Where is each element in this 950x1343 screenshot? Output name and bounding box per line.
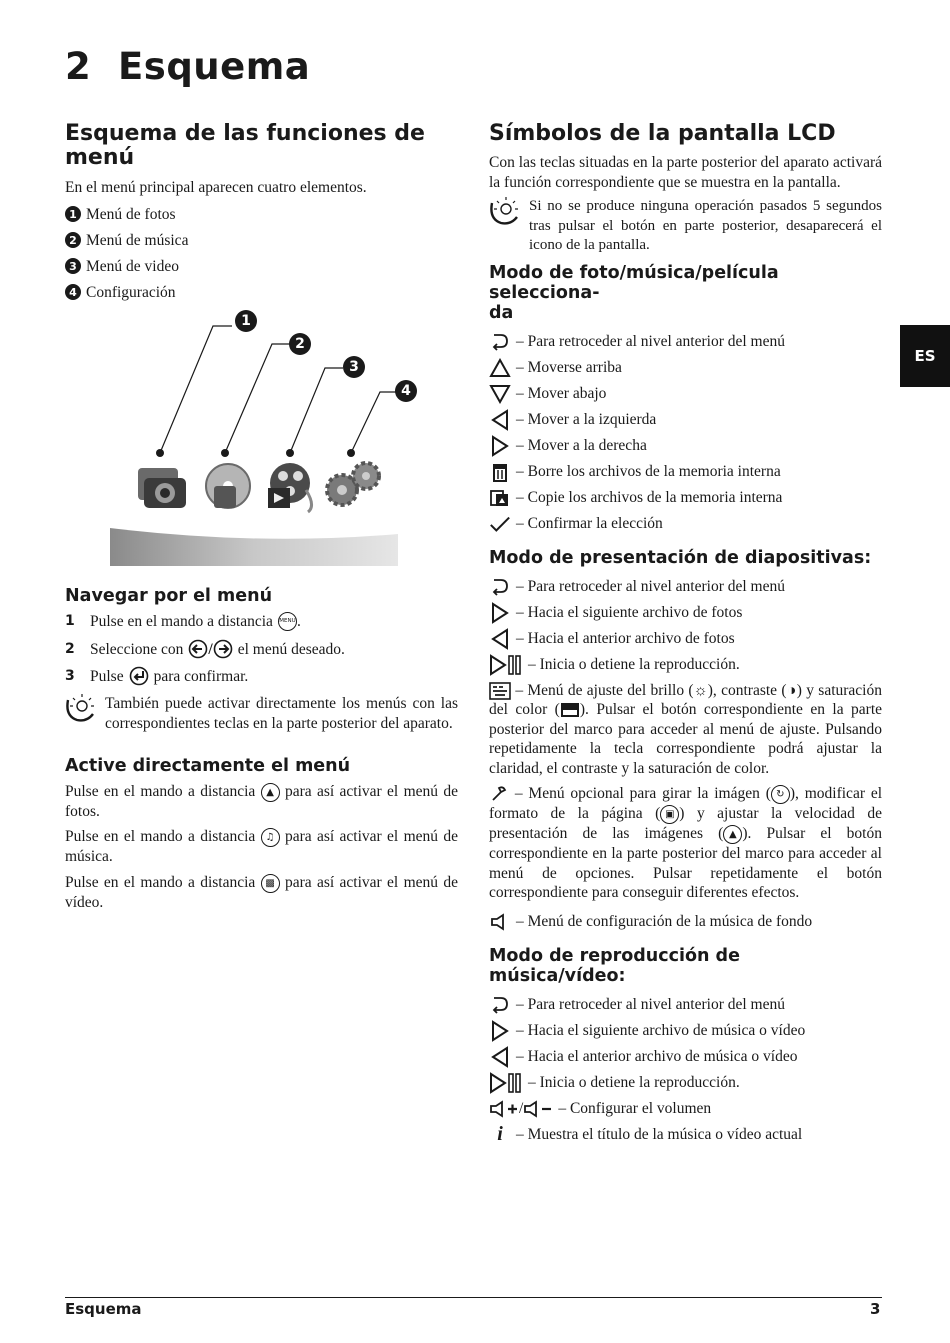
list-item: – Borre los archivos de la memoria interna [489,459,882,485]
mode-photo-title: Modo de foto/música/película selecciona- da [489,262,779,323]
callout-1: 1 [235,310,257,332]
list-item: / – Configurar el volumen [489,1096,882,1122]
menu-intro: En el menú principal aparecen cuatro elementos. [65,179,367,196]
mode-slideshow-title: Modo de presentación de diapositivas: [489,547,872,568]
left-triangle-icon [491,409,509,431]
main-menu-illustration [110,308,410,568]
list-item: – Hacia el anterior archivo de música o vídeo [489,1044,882,1070]
list-item: – Hacia el siguiente archivo de fotos [489,600,882,626]
music-key-icon: ♫ [261,828,280,847]
right-column [489,122,882,1148]
direct-section [65,756,458,912]
callout-4: 4 [395,380,417,402]
list-item: 1 Menú de fotos [65,205,458,224]
list-item: 3 Menú de video [65,257,458,276]
left-right-keys-icon: / [188,639,232,659]
right-triangle-icon [491,602,509,624]
list-item: – Confirmar la elección [489,511,882,537]
video-menu-icon [268,463,312,512]
info-icon: i [497,1123,503,1146]
back-arrow-icon [490,577,510,597]
direct-music: Pulse en el mando a distancia ♫ para así activar el menú de música. [65,828,458,866]
copy-icon [490,488,510,508]
tip-box [65,694,458,733]
navigate-tip-text: También puede activar directamente los menús con las correspondientes teclas en la parte posterior del aparato. [105,695,458,732]
menu-diagram [110,308,410,568]
trash-icon [491,462,509,482]
chapter-number: 2 [65,45,92,88]
language-tab: ES [900,325,950,387]
direct-video: Pulse en el mando a distancia ▩ para así activar el menú de vídeo. [65,873,458,911]
video-key-icon: ▩ [261,874,280,893]
chapter-title [65,45,310,88]
chapter-name: Esquema [118,45,311,88]
options-menu-icon [489,784,509,804]
list-item: – Mover a la derecha [489,433,882,459]
mode-music-title: Modo de reproducción de música/vídeo: [489,945,740,986]
slideshow-speed-icon: ▲ [723,825,742,844]
up-triangle-icon [489,358,511,378]
lightbulb-tip-icon [65,694,97,724]
list-item: – Moverse arriba [489,355,882,381]
right-triangle-icon [491,435,509,457]
list-item: – Mover a la izquierda [489,407,882,433]
navigate-title: Navegar por el menú [65,586,273,606]
menu-items-list [65,205,458,302]
step-3: 3 Pulse para confirmar. [65,667,249,685]
settings-menu-icon [327,463,379,505]
brightness-icon: ☼ [693,681,708,699]
list-item: – Hacia el anterior archivo de fotos [489,626,882,652]
volume-up-icon [489,1100,519,1118]
play-pause-icon [489,654,523,676]
right-key-icon [213,639,233,659]
adjust-menu-text: – Menú de ajuste del brillo (☼), contraste (◑) y saturación del color ( ). Pulsar el botón correspondiente en la parte posterior del marco para acceder al menú de ajuste. Pulsando repetidamente la tecla correspondiente podrá ajustar la claridad, el contraste y la saturación de color. [489,681,883,777]
page-number: 3 [870,1300,881,1318]
left-key-icon [188,639,208,659]
menu-section-title: Esquema de las funciones de menú [65,121,425,170]
page-format-icon: ▣ [660,805,679,824]
options-menu-text: – Menú opcional para girar la imágen ( ↻ ), modificar el formato de la página ( ▣ ) y ajustar la velocidad de presentación de las imágenes ( ▲ ). Pulsar el botón correspondiente en la parte posterior del marco para acceder al menú de opciones. Pulsar repetidamente el botón correspondiente para conseguir diferentes efectos. [489,785,883,902]
menu-bar-shape [110,528,398,566]
mode-music-list [489,992,882,1148]
contrast-icon: ◑ [786,681,797,699]
photo-menu-icon [138,468,186,508]
back-arrow-icon [490,995,510,1015]
enter-key-icon [129,666,149,686]
list-item: – Inicia o detiene la reproducción. [489,652,882,678]
list-item: – Copie los archivos de la memoria interna [489,485,882,511]
direct-photos: Pulse en el mando a distancia ▲ para así activar el menú de fotos. [65,783,458,820]
color-saturation-icon [560,702,580,718]
photo-key-icon: ▲ [261,783,280,802]
callout-3: 3 [343,356,365,378]
adjust-menu-icon [489,682,511,700]
left-triangle-icon [491,1046,509,1068]
lcd-title: Símbolos de la pantalla LCD [489,121,836,146]
lightbulb-tip-icon [489,197,521,227]
list-item: 4 Configuración [65,283,458,302]
list-item: – Para retroceder al nivel anterior del menú [489,574,882,600]
navigate-section [65,586,458,733]
list-item: – Hacia el siguiente archivo de música o vídeo [489,1018,882,1044]
footer-section: Esquema [65,1300,142,1318]
list-item: – Para retroceder al nivel anterior del menú [489,992,882,1018]
lcd-tip-text: Si no se produce ninguna operación pasados 5 segundos tras pulsar el botón en parte posterior, desaparecerá el icono de la pantalla. [529,198,882,253]
mode-slideshow-list [489,574,882,678]
down-triangle-icon [489,384,511,404]
music-menu-icon [206,464,250,508]
list-item: – Mover abajo [489,381,882,407]
rotate-icon: ↻ [771,785,790,804]
lcd-intro: Con las teclas situadas en la parte posterior del aparato activará la función correspondiente que se muestra en la pantalla. [489,154,882,191]
footer-rule [65,1297,882,1298]
callout-2: 2 [289,333,311,355]
speaker-icon [490,913,510,931]
step-2: 2 Seleccione con / el menú deseado. [65,640,345,658]
volume-down-icon [523,1100,553,1118]
list-item: – Menú de configuración de la música de fondo [489,909,882,935]
menu-key-icon: MENU [278,612,297,631]
list-item: – Para retroceder al nivel anterior del menú [489,329,882,355]
left-column [65,122,458,302]
lcd-tip-box [489,197,882,256]
back-arrow-icon [490,332,510,352]
list-item: – Inicia o detiene la reproducción. [489,1070,882,1096]
list-item: i – Muestra el título de la música o vídeo actual [489,1122,882,1148]
mode-photo-list [489,329,882,537]
list-item: 2 Menú de música [65,231,458,250]
step-1: 1 Pulse en el mando a distancia MENU . [65,613,301,630]
play-pause-icon [489,1072,523,1094]
left-triangle-icon [491,628,509,650]
checkmark-icon [489,514,511,534]
right-triangle-icon [491,1020,509,1042]
direct-title: Active directamente el menú [65,756,351,776]
